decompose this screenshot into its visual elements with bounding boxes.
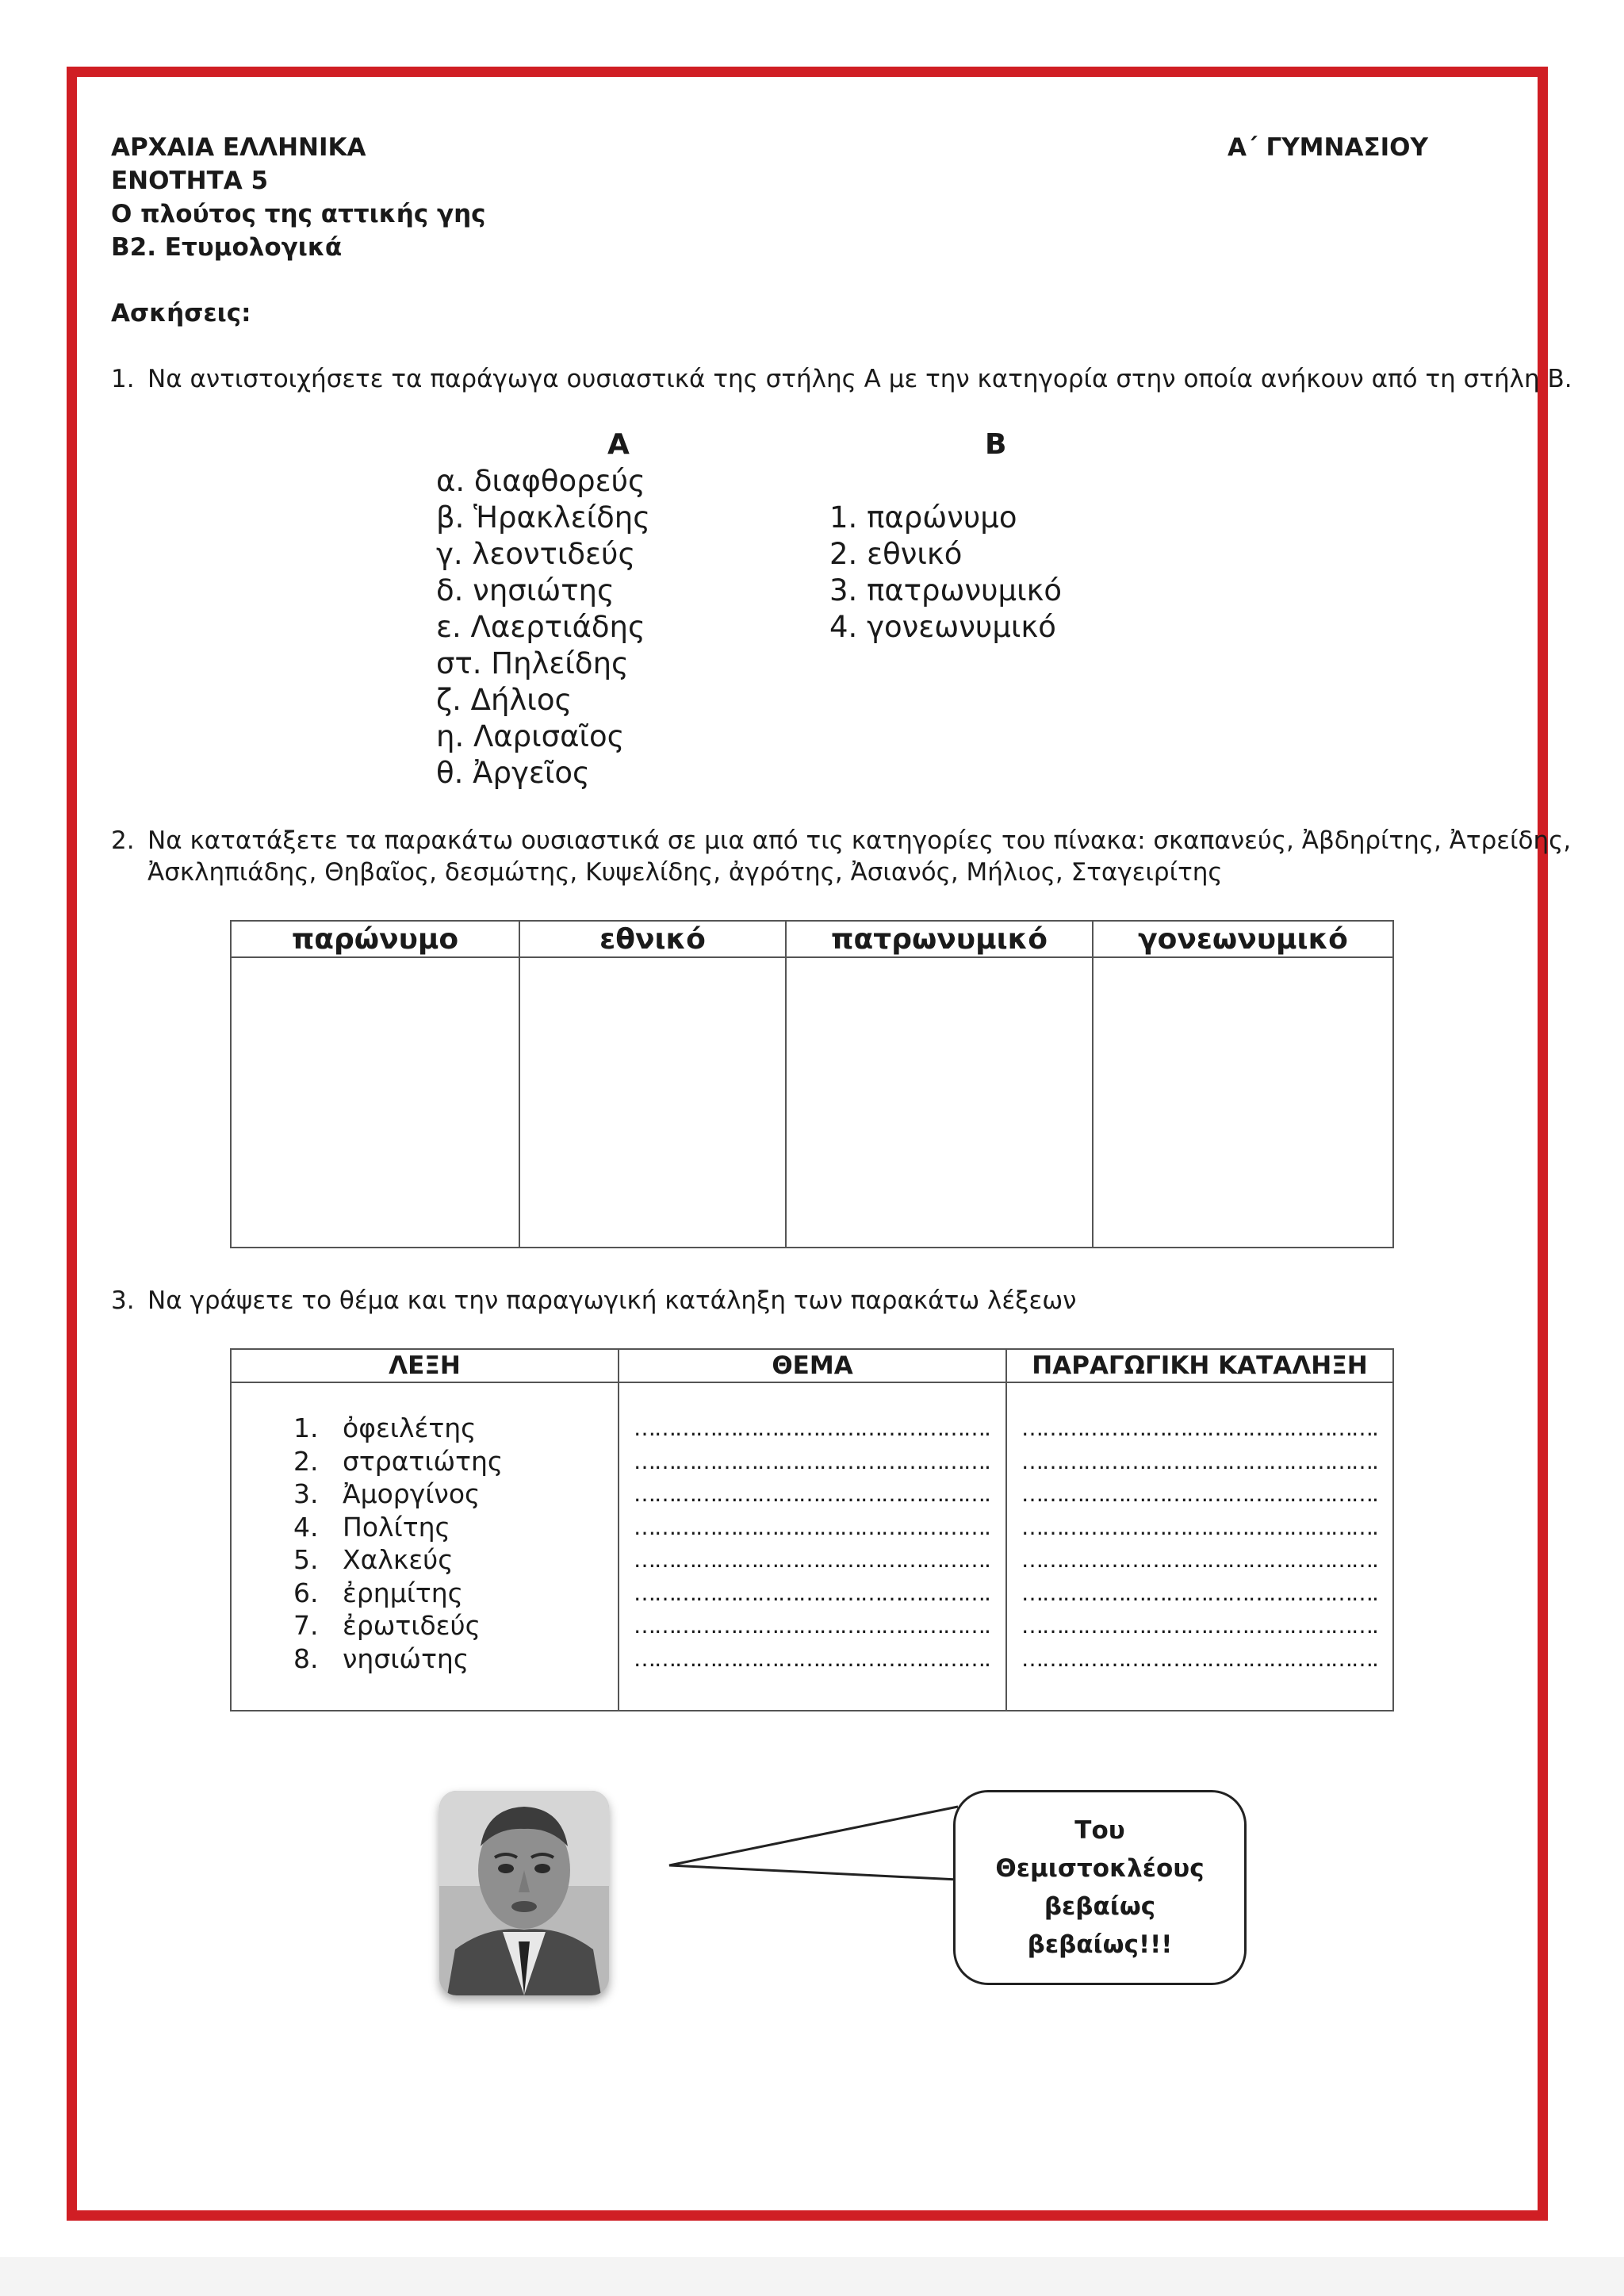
column-b-item: 3. πατρωνυμικό [829, 573, 1063, 608]
stem-column-cell[interactable] [619, 1382, 1006, 1711]
exercise-3-instruction: Να γράψετε το θέμα και την παραγωγική κατάληξη των παρακάτω λέξεων [147, 1286, 1077, 1315]
table-header-cell: εθνικό [519, 921, 786, 957]
column-b-item: 1. παρώνυμο [829, 500, 1017, 535]
blank-line[interactable]: ……………………………………………. [634, 1481, 990, 1507]
word-item: 5. Χαλκεύς [293, 1544, 454, 1575]
word-item: 8. νησιώτης [293, 1642, 469, 1674]
character-photo [439, 1791, 609, 1995]
column-a-header: Α [607, 428, 630, 461]
blank-line[interactable]: ……………………………………………. [1021, 1447, 1377, 1474]
word-item: 3. Ἀμοργίνος [293, 1478, 481, 1509]
word-item: 4. Πολίτης [293, 1511, 450, 1543]
blank-line[interactable]: ……………………………………………. [1021, 1579, 1377, 1606]
subject-title: ΑΡΧΑΙΑ ΕΛΛΗΝΙΚΑ [111, 133, 366, 162]
table-header-cell: ΛΕΞΗ [231, 1349, 619, 1382]
blank-line[interactable]: ……………………………………………. [634, 1447, 990, 1474]
speech-line: βεβαίως [1044, 1892, 1156, 1921]
column-a-item: α. διαφθορεύς [436, 464, 645, 498]
grade-label: Α΄ ΓΥΜΝΑΣΙΟΥ [1228, 133, 1428, 162]
answer-cell[interactable] [231, 957, 519, 1248]
speech-bubble-tail [663, 1800, 964, 1888]
word-item: 6. ἐρημίτης [293, 1577, 464, 1608]
table-header-row [231, 921, 1393, 957]
blank-line[interactable]: ……………………………………………. [1021, 1513, 1377, 1540]
column-a-item: ζ. Δήλιος [436, 683, 573, 717]
word-analysis-table [230, 1348, 1394, 1711]
blank-line[interactable]: ……………………………………………. [1021, 1481, 1377, 1507]
column-a-item: β. Ἡρακλείδης [436, 500, 650, 535]
answer-cell[interactable] [1093, 957, 1393, 1248]
word-item: 1. ὀφειλέτης [293, 1412, 477, 1443]
column-b-item: 4. γονεωνυμικό [829, 610, 1056, 644]
column-a-list [436, 463, 650, 792]
section-title: Β2. Ετυμολογικά [111, 233, 343, 262]
unit-title: ΕΝΟΤΗΤΑ 5 [111, 167, 269, 195]
blank-line[interactable]: ……………………………………………. [634, 1513, 990, 1540]
table-row [231, 957, 1393, 1248]
speech-line: Θεμιστοκλέους [995, 1854, 1205, 1883]
column-a-item: θ. Ἀργεῖος [436, 756, 590, 790]
table-header-cell: ΠΑΡΑΓΩΓΙΚΗ ΚΑΤΑΛΗΞΗ [1006, 1349, 1393, 1382]
blank-line[interactable]: ……………………………………………. [634, 1612, 990, 1639]
blank-line[interactable]: ……………………………………………. [634, 1547, 990, 1573]
column-a-item: η. Λαρισαῖος [436, 719, 625, 753]
word-item: 7. ἐρωτιδεύς [293, 1610, 481, 1641]
blank-line[interactable]: ……………………………………………. [1021, 1415, 1377, 1441]
answer-cell[interactable] [519, 957, 786, 1248]
exercise-1-instruction: Να αντιστοιχήσετε τα παράγωγα ουσιαστικά της στήλης Α με την κατηγορία στην οποία ανήκουν από τη στήλη Β. [147, 365, 1572, 393]
table-header-cell: παρώνυμο [231, 921, 519, 957]
speech-line: Του [1074, 1816, 1125, 1845]
portrait-illustration [439, 1791, 609, 1995]
column-a-item: δ. νησιώτης [436, 573, 615, 608]
table-row [231, 1382, 1393, 1711]
column-a-item: ε. Λαερτιάδης [436, 610, 645, 644]
speech-line: βεβαίως!!! [1027, 1930, 1173, 1959]
column-b-header: Β [985, 428, 1007, 461]
table-header-cell: ΘΕΜΑ [619, 1349, 1006, 1382]
blank-line[interactable]: ……………………………………………. [634, 1579, 990, 1606]
exercise-3-number: 3. [111, 1286, 135, 1315]
blank-line[interactable]: ……………………………………………. [1021, 1612, 1377, 1639]
column-a-item: γ. λεοντιδεύς [436, 537, 636, 571]
suffix-column-cell[interactable] [1006, 1382, 1393, 1711]
blank-line[interactable]: ……………………………………………. [1021, 1547, 1377, 1573]
table-header-row [231, 1349, 1393, 1382]
page-bottom-band [0, 2257, 1624, 2296]
table-header-cell: γονεωνυμικό [1093, 921, 1393, 957]
speech-bubble [953, 1790, 1247, 1985]
blank-line[interactable]: ……………………………………………. [634, 1645, 990, 1672]
table-header-cell: πατρωνυμικό [786, 921, 1093, 957]
exercises-heading: Ασκήσεις: [111, 299, 251, 328]
categories-table [230, 920, 1394, 1248]
column-a-item: στ. Πηλείδης [436, 646, 629, 680]
blank-line[interactable]: ……………………………………………. [634, 1415, 990, 1441]
exercise-1-number: 1. [111, 365, 135, 393]
blank-line[interactable]: ……………………………………………. [1021, 1645, 1377, 1672]
column-b-list [829, 500, 1062, 646]
exercise-2-instruction-line2: Ἀσκληπιάδης, Θηβαῖος, δεσμώτης, Κυψελίδης, ἀγρότης, Ἀσιανός, Μήλιος, Σταγειρίτης [147, 858, 1223, 887]
exercise-2-instruction-line1: Να κατατάξετε τα παρακάτω ουσιαστικά σε μια από τις κατηγορίες του πίνακα: σκαπανεύς, Ἀβδηρίτης, Ἀτρείδης, [147, 826, 1572, 855]
word-item: 2. στρατιώτης [293, 1445, 504, 1477]
word-list-cell [231, 1382, 619, 1711]
column-b-item: 2. εθνικό [829, 537, 963, 571]
topic-title: Ο πλούτος της αττικής γης [111, 200, 486, 228]
answer-cell[interactable] [786, 957, 1093, 1248]
exercise-2-number: 2. [111, 826, 135, 855]
